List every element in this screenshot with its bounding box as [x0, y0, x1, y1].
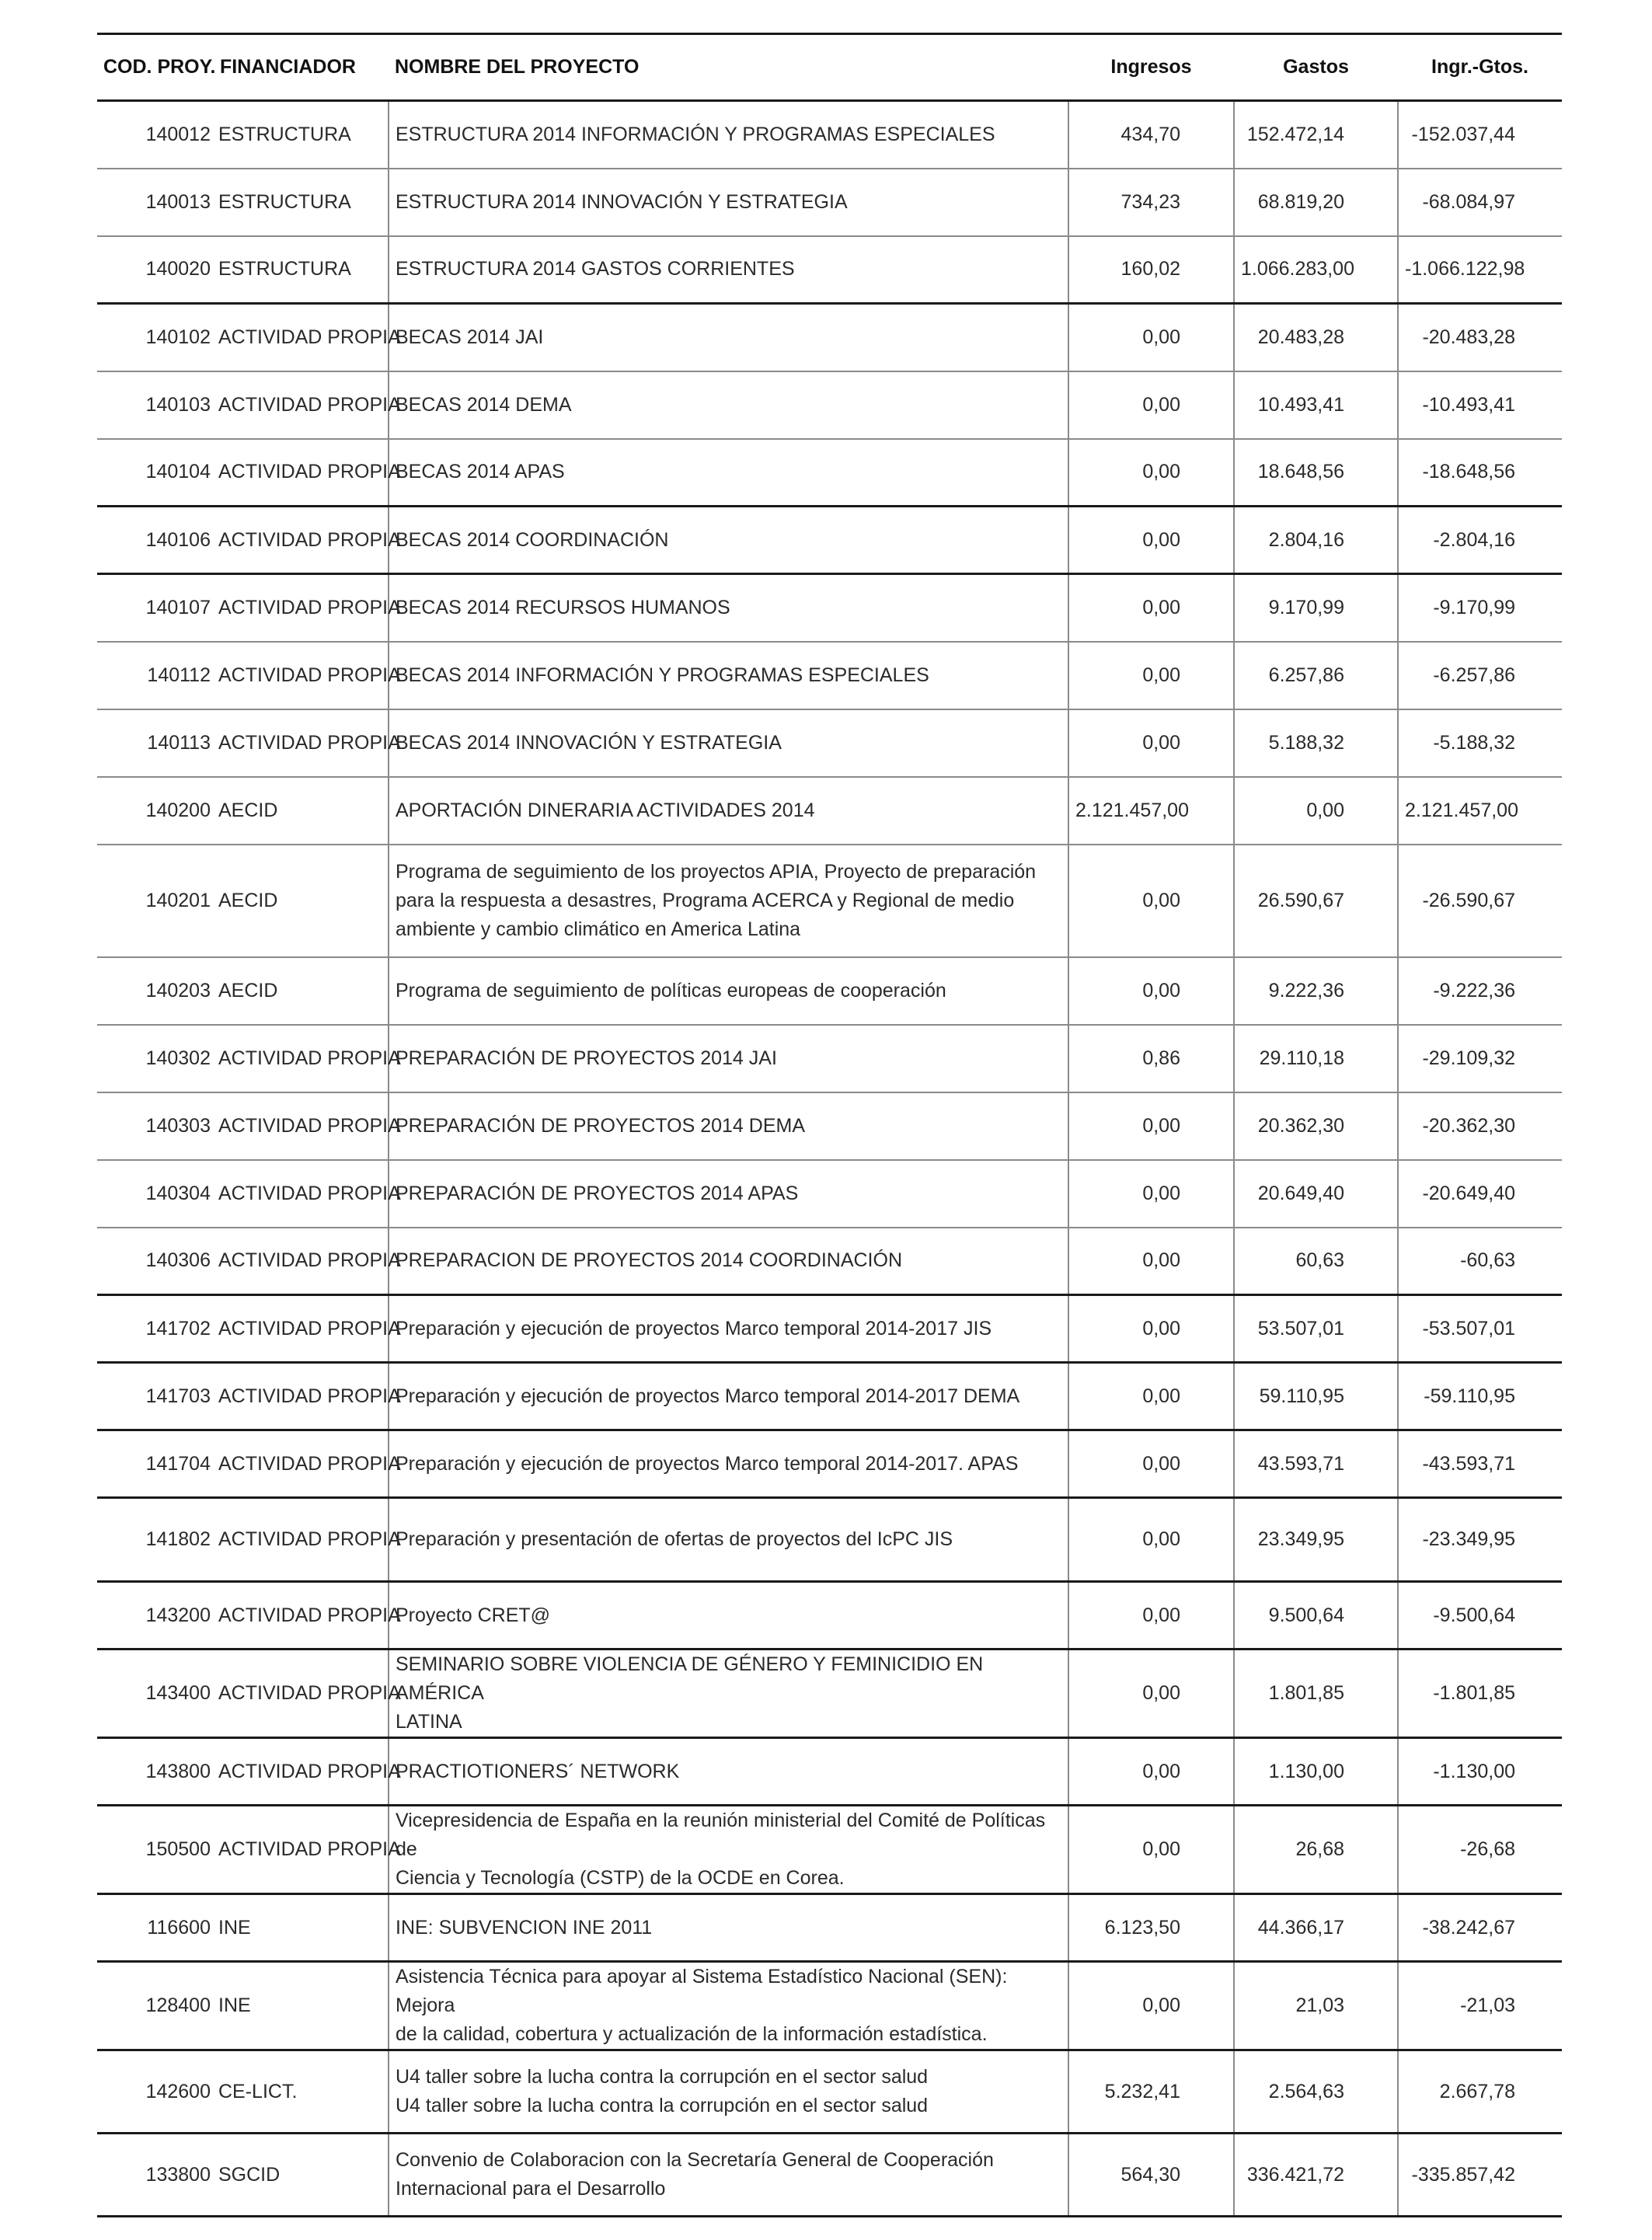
project-code-cell: 140304	[97, 1160, 214, 1228]
expenses-cell: 23.349,95	[1234, 1498, 1398, 1582]
income-cell: 0,00	[1068, 1498, 1234, 1582]
table-row	[97, 236, 1562, 304]
funder-cell: ESTRUCTURA	[214, 169, 389, 236]
table-row	[97, 777, 1562, 845]
projects-table	[97, 33, 1562, 2217]
project-code-cell: 140200	[97, 777, 214, 845]
project-code-cell: 140302	[97, 1025, 214, 1092]
table-row	[97, 1160, 1562, 1228]
project-name-line: SEMINARIO SOBRE VIOLENCIA DE GÉNERO Y FEMINICIDIO EN AMÉRICA	[396, 1653, 984, 1704]
expenses-cell: 60,63	[1234, 1228, 1398, 1295]
expenses-cell: 9.500,64	[1234, 1582, 1398, 1650]
project-name-line: LATINA	[396, 1711, 462, 1733]
project-name-line: ESTRUCTURA 2014 INFORMACIÓN Y PROGRAMAS ESPECIALES	[396, 123, 995, 145]
project-code-cell: 140203	[97, 957, 214, 1025]
projects-table-page	[97, 33, 1562, 2217]
balance-cell: -20.483,28	[1398, 304, 1562, 371]
project-code-cell: 143400	[97, 1650, 214, 1738]
header-balance: Ingr.-Gtos.	[1431, 56, 1528, 78]
project-name-line: U4 taller sobre la lucha contra la corrupción en el sector salud	[396, 2066, 929, 2088]
header-expenses: Gastos	[1283, 56, 1349, 78]
income-cell: 0,00	[1068, 1160, 1234, 1228]
project-name-cell	[389, 304, 1068, 371]
income-cell: 0,00	[1068, 574, 1234, 642]
funder-cell: ACTIVIDAD PROPIA	[214, 1025, 389, 1092]
income-cell: 434,70	[1068, 101, 1234, 169]
project-name-line: Vicepresidencia de España en la reunión ministerial del Comité de Políticas de	[396, 1810, 1046, 1860]
project-name-line: BECAS 2014 APAS	[396, 461, 565, 483]
project-code-cell: 140103	[97, 371, 214, 439]
funder-cell: INE	[214, 1894, 389, 1962]
project-name-cell	[389, 2134, 1068, 2217]
balance-cell: -26.590,67	[1398, 845, 1562, 957]
table-row	[97, 1962, 1562, 2050]
project-code-cell: 116600	[97, 1894, 214, 1962]
expenses-cell: 18.648,56	[1234, 439, 1398, 507]
balance-cell: -68.084,97	[1398, 169, 1562, 236]
project-code-cell: 141703	[97, 1363, 214, 1430]
funder-cell: ACTIVIDAD PROPIA	[214, 507, 389, 574]
table-header-row	[97, 34, 1562, 101]
project-name-line: Preparación y presentación de ofertas de proyectos del IcPC JIS	[396, 1528, 953, 1550]
table-row	[97, 439, 1562, 507]
table-row	[97, 957, 1562, 1025]
income-cell: 0,00	[1068, 1430, 1234, 1498]
balance-cell: -9.170,99	[1398, 574, 1562, 642]
project-name-line: Programa de seguimiento de políticas europeas de cooperación	[396, 979, 946, 1002]
expenses-cell: 68.819,20	[1234, 169, 1398, 236]
project-name-line: BECAS 2014 DEMA	[396, 393, 572, 416]
balance-cell: -152.037,44	[1398, 101, 1562, 169]
balance-cell: -1.801,85	[1398, 1650, 1562, 1738]
income-cell: 0,00	[1068, 1738, 1234, 1806]
project-code-cell: 142600	[97, 2050, 214, 2134]
income-cell: 2.121.457,00	[1068, 777, 1234, 845]
expenses-cell: 0,00	[1234, 777, 1398, 845]
project-name-line: PRACTIOTIONERS´ NETWORK	[396, 1760, 680, 1782]
expenses-cell: 44.366,17	[1234, 1894, 1398, 1962]
balance-cell: -2.804,16	[1398, 507, 1562, 574]
balance-cell: -18.648,56	[1398, 439, 1562, 507]
income-cell: 5.232,41	[1068, 2050, 1234, 2134]
funder-cell: ACTIVIDAD PROPIA	[214, 1650, 389, 1738]
funder-cell: ESTRUCTURA	[214, 236, 389, 304]
project-name-cell	[389, 169, 1068, 236]
income-cell: 0,00	[1068, 1582, 1234, 1650]
funder-cell: ACTIVIDAD PROPIA	[214, 1092, 389, 1160]
balance-cell: -20.362,30	[1398, 1092, 1562, 1160]
table-row	[97, 642, 1562, 709]
header-income: Ingresos	[1110, 56, 1192, 78]
balance-cell: -23.349,95	[1398, 1498, 1562, 1582]
project-name-line: Preparación y ejecución de proyectos Marco temporal 2014-2017 DEMA	[396, 1385, 1020, 1407]
balance-cell: -6.257,86	[1398, 642, 1562, 709]
project-code-cell: 140303	[97, 1092, 214, 1160]
income-cell: 0,00	[1068, 304, 1234, 371]
balance-cell: -10.493,41	[1398, 371, 1562, 439]
funder-cell: AECID	[214, 777, 389, 845]
balance-cell: -5.188,32	[1398, 709, 1562, 777]
project-name-cell	[389, 1025, 1068, 1092]
project-name-cell	[389, 1228, 1068, 1295]
project-code-cell: 140201	[97, 845, 214, 957]
expenses-cell: 29.110,18	[1234, 1025, 1398, 1092]
income-cell: 160,02	[1068, 236, 1234, 304]
project-name-line: ESTRUCTURA 2014 INNOVACIÓN Y ESTRATEGIA	[396, 190, 848, 213]
balance-cell: -29.109,32	[1398, 1025, 1562, 1092]
table-row	[97, 574, 1562, 642]
header-code: COD. PROY.	[103, 56, 216, 78]
expenses-cell: 53.507,01	[1234, 1295, 1398, 1363]
funder-cell: INE	[214, 1962, 389, 2050]
project-name-line: PREPARACIÓN DE PROYECTOS 2014 APAS	[396, 1182, 799, 1204]
project-name-cell	[389, 1806, 1068, 1894]
project-name-line: Ciencia y Tecnología (CSTP) de la OCDE en Corea.	[396, 1867, 845, 1889]
project-code-cell: 140013	[97, 169, 214, 236]
table-row	[97, 1582, 1562, 1650]
funder-cell: ACTIVIDAD PROPIA	[214, 371, 389, 439]
funder-cell: ACTIVIDAD PROPIA	[214, 1582, 389, 1650]
funder-cell: ACTIVIDAD PROPIA	[214, 1738, 389, 1806]
balance-cell: 2.667,78	[1398, 2050, 1562, 2134]
table-row	[97, 101, 1562, 169]
expenses-cell: 1.130,00	[1234, 1738, 1398, 1806]
project-code-cell: 143800	[97, 1738, 214, 1806]
funder-cell: AECID	[214, 845, 389, 957]
expenses-cell: 9.222,36	[1234, 957, 1398, 1025]
project-code-cell: 128400	[97, 1962, 214, 2050]
expenses-cell: 20.483,28	[1234, 304, 1398, 371]
funder-cell: ESTRUCTURA	[214, 101, 389, 169]
balance-cell: -38.242,67	[1398, 1894, 1562, 1962]
table-row	[97, 371, 1562, 439]
project-code-cell: 140107	[97, 574, 214, 642]
project-name-cell	[389, 777, 1068, 845]
project-code-cell: 140106	[97, 507, 214, 574]
balance-cell: -59.110,95	[1398, 1363, 1562, 1430]
project-code-cell: 141702	[97, 1295, 214, 1363]
project-name-line: Proyecto CRET@	[396, 1604, 551, 1626]
funder-cell: ACTIVIDAD PROPIA	[214, 574, 389, 642]
income-cell: 0,86	[1068, 1025, 1234, 1092]
income-cell: 0,00	[1068, 1228, 1234, 1295]
income-cell: 0,00	[1068, 1092, 1234, 1160]
table-row	[97, 1430, 1562, 1498]
funder-cell: ACTIVIDAD PROPIA	[214, 709, 389, 777]
project-name-line: ambiente y cambio climático en America Latina	[396, 918, 801, 940]
expenses-cell: 1.066.283,00	[1234, 236, 1398, 304]
table-row	[97, 1806, 1562, 1894]
balance-cell: -20.649,40	[1398, 1160, 1562, 1228]
table-row	[97, 1738, 1562, 1806]
table-row	[97, 1894, 1562, 1962]
balance-cell: -43.593,71	[1398, 1430, 1562, 1498]
income-cell: 734,23	[1068, 169, 1234, 236]
income-cell: 0,00	[1068, 642, 1234, 709]
project-name-line: Convenio de Colaboracion con la Secretaría General de Cooperación	[396, 2149, 994, 2171]
table-row	[97, 169, 1562, 236]
project-name-cell	[389, 709, 1068, 777]
project-name-cell	[389, 101, 1068, 169]
table-row	[97, 1228, 1562, 1295]
income-cell: 6.123,50	[1068, 1894, 1234, 1962]
funder-cell: ACTIVIDAD PROPIA	[214, 304, 389, 371]
project-code-cell: 140020	[97, 236, 214, 304]
funder-cell: ACTIVIDAD PROPIA	[214, 1806, 389, 1894]
project-code-cell: 141802	[97, 1498, 214, 1582]
expenses-cell: 20.649,40	[1234, 1160, 1398, 1228]
project-name-cell	[389, 1894, 1068, 1962]
project-name-cell	[389, 574, 1068, 642]
project-name-cell	[389, 2050, 1068, 2134]
funder-cell: ACTIVIDAD PROPIA	[214, 1295, 389, 1363]
header-funder: FINANCIADOR	[220, 56, 356, 78]
expenses-cell: 10.493,41	[1234, 371, 1398, 439]
expenses-cell: 26,68	[1234, 1806, 1398, 1894]
income-cell: 0,00	[1068, 1962, 1234, 2050]
table-row	[97, 1092, 1562, 1160]
table-row	[97, 709, 1562, 777]
project-code-cell: 140102	[97, 304, 214, 371]
project-code-cell: 133800	[97, 2134, 214, 2217]
table-row	[97, 507, 1562, 574]
expenses-cell: 26.590,67	[1234, 845, 1398, 957]
project-name-cell	[389, 845, 1068, 957]
funder-cell: AECID	[214, 957, 389, 1025]
balance-cell: 2.121.457,00	[1398, 777, 1562, 845]
project-code-cell: 140104	[97, 439, 214, 507]
funder-cell: ACTIVIDAD PROPIA	[214, 1228, 389, 1295]
funder-cell: CE-LICT.	[214, 2050, 389, 2134]
table-row	[97, 1295, 1562, 1363]
project-name-cell	[389, 1092, 1068, 1160]
project-name-line: ESTRUCTURA 2014 GASTOS CORRIENTES	[396, 258, 795, 280]
expenses-cell: 1.801,85	[1234, 1650, 1398, 1738]
project-code-cell: 140306	[97, 1228, 214, 1295]
table-row	[97, 1363, 1562, 1430]
expenses-cell: 9.170,99	[1234, 574, 1398, 642]
funder-cell: ACTIVIDAD PROPIA	[214, 1363, 389, 1430]
project-name-cell	[389, 642, 1068, 709]
income-cell: 0,00	[1068, 709, 1234, 777]
income-cell: 0,00	[1068, 1295, 1234, 1363]
project-name-line: BECAS 2014 RECURSOS HUMANOS	[396, 596, 730, 618]
table-body	[97, 101, 1562, 2217]
income-cell: 0,00	[1068, 957, 1234, 1025]
expenses-cell: 5.188,32	[1234, 709, 1398, 777]
balance-cell: -335.857,42	[1398, 2134, 1562, 2217]
table-row	[97, 1025, 1562, 1092]
project-name-cell	[389, 1295, 1068, 1363]
project-name-line: de la calidad, cobertura y actualización de la información estadística.	[396, 2023, 988, 2045]
income-cell: 0,00	[1068, 845, 1234, 957]
funder-cell: ACTIVIDAD PROPIA	[214, 1160, 389, 1228]
income-cell: 564,30	[1068, 2134, 1234, 2217]
project-name-cell	[389, 1962, 1068, 2050]
balance-cell: -60,63	[1398, 1228, 1562, 1295]
income-cell: 0,00	[1068, 371, 1234, 439]
funder-cell: ACTIVIDAD PROPIA	[214, 1498, 389, 1582]
project-name-line: BECAS 2014 JAI	[396, 326, 544, 348]
funder-cell: ACTIVIDAD PROPIA	[214, 1430, 389, 1498]
table-row	[97, 2050, 1562, 2134]
balance-cell: -53.507,01	[1398, 1295, 1562, 1363]
project-name-line: APORTACIÓN DINERARIA ACTIVIDADES 2014	[396, 799, 815, 821]
income-cell: 0,00	[1068, 507, 1234, 574]
balance-cell: -9.222,36	[1398, 957, 1562, 1025]
project-code-cell: 141704	[97, 1430, 214, 1498]
project-name-line: para la respuesta a desastres, Programa ACERCA y Regional de medio	[396, 889, 1015, 911]
project-name-line: PREPARACIÓN DE PROYECTOS 2014 JAI	[396, 1047, 777, 1069]
project-name-cell	[389, 1650, 1068, 1738]
project-name-line: BECAS 2014 COORDINACIÓN	[396, 528, 669, 551]
project-name-line: BECAS 2014 INNOVACIÓN Y ESTRATEGIA	[396, 731, 782, 754]
project-name-cell	[389, 1430, 1068, 1498]
income-cell: 0,00	[1068, 1363, 1234, 1430]
table-row	[97, 1650, 1562, 1738]
balance-cell: -26,68	[1398, 1806, 1562, 1894]
expenses-cell: 21,03	[1234, 1962, 1398, 2050]
expenses-cell: 6.257,86	[1234, 642, 1398, 709]
expenses-cell: 2.804,16	[1234, 507, 1398, 574]
project-name-cell	[389, 439, 1068, 507]
project-name-line: Programa de seguimiento de los proyectos APIA, Proyecto de preparación	[396, 860, 1037, 883]
project-name-line: Preparación y ejecución de proyectos Marco temporal 2014-2017. APAS	[396, 1452, 1019, 1475]
expenses-cell: 2.564,63	[1234, 2050, 1398, 2134]
table-row	[97, 845, 1562, 957]
expenses-cell: 336.421,72	[1234, 2134, 1398, 2217]
funder-cell: SGCID	[214, 2134, 389, 2217]
expenses-cell: 152.472,14	[1234, 101, 1398, 169]
income-cell: 0,00	[1068, 1806, 1234, 1894]
balance-cell: -1.066.122,98	[1398, 236, 1562, 304]
expenses-cell: 59.110,95	[1234, 1363, 1398, 1430]
project-name-cell	[389, 236, 1068, 304]
project-name-line: Internacional para el Desarrollo	[396, 2178, 666, 2200]
income-cell: 0,00	[1068, 1650, 1234, 1738]
project-name-cell	[389, 1363, 1068, 1430]
project-code-cell: 150500	[97, 1806, 214, 1894]
project-name-line: U4 taller sobre la lucha contra la corrupción en el sector salud	[396, 2095, 929, 2116]
project-code-cell: 143200	[97, 1582, 214, 1650]
project-name-cell	[389, 1738, 1068, 1806]
project-name-cell	[389, 957, 1068, 1025]
project-code-cell: 140012	[97, 101, 214, 169]
project-name-cell	[389, 1498, 1068, 1582]
income-cell: 0,00	[1068, 439, 1234, 507]
project-name-cell	[389, 507, 1068, 574]
table-row	[97, 1498, 1562, 1582]
project-name-cell	[389, 1160, 1068, 1228]
balance-cell: -21,03	[1398, 1962, 1562, 2050]
project-code-cell: 140112	[97, 642, 214, 709]
project-name-line: PREPARACIÓN DE PROYECTOS 2014 DEMA	[396, 1114, 806, 1137]
project-code-cell: 140113	[97, 709, 214, 777]
balance-cell: -1.130,00	[1398, 1738, 1562, 1806]
project-name-line: PREPARACION DE PROYECTOS 2014 COORDINACIÓN	[396, 1249, 903, 1272]
funder-cell: ACTIVIDAD PROPIA	[214, 439, 389, 507]
project-name-cell	[389, 1582, 1068, 1650]
balance-cell: -9.500,64	[1398, 1582, 1562, 1650]
table-row	[97, 304, 1562, 371]
project-name-line: INE: SUBVENCION INE 2011	[396, 1916, 653, 1939]
header-project-name: NOMBRE DEL PROYECTO	[395, 56, 640, 78]
table-row	[97, 2134, 1562, 2217]
project-name-line: Preparación y ejecución de proyectos Marco temporal 2014-2017 JIS	[396, 1317, 992, 1339]
project-name-line: Asistencia Técnica para apoyar al Sistema Estadístico Nacional (SEN): Mejora	[396, 1966, 1008, 2016]
project-name-line: BECAS 2014 INFORMACIÓN Y PROGRAMAS ESPECIALES	[396, 664, 929, 686]
expenses-cell: 20.362,30	[1234, 1092, 1398, 1160]
expenses-cell: 43.593,71	[1234, 1430, 1398, 1498]
project-name-cell	[389, 371, 1068, 439]
funder-cell: ACTIVIDAD PROPIA	[214, 642, 389, 709]
